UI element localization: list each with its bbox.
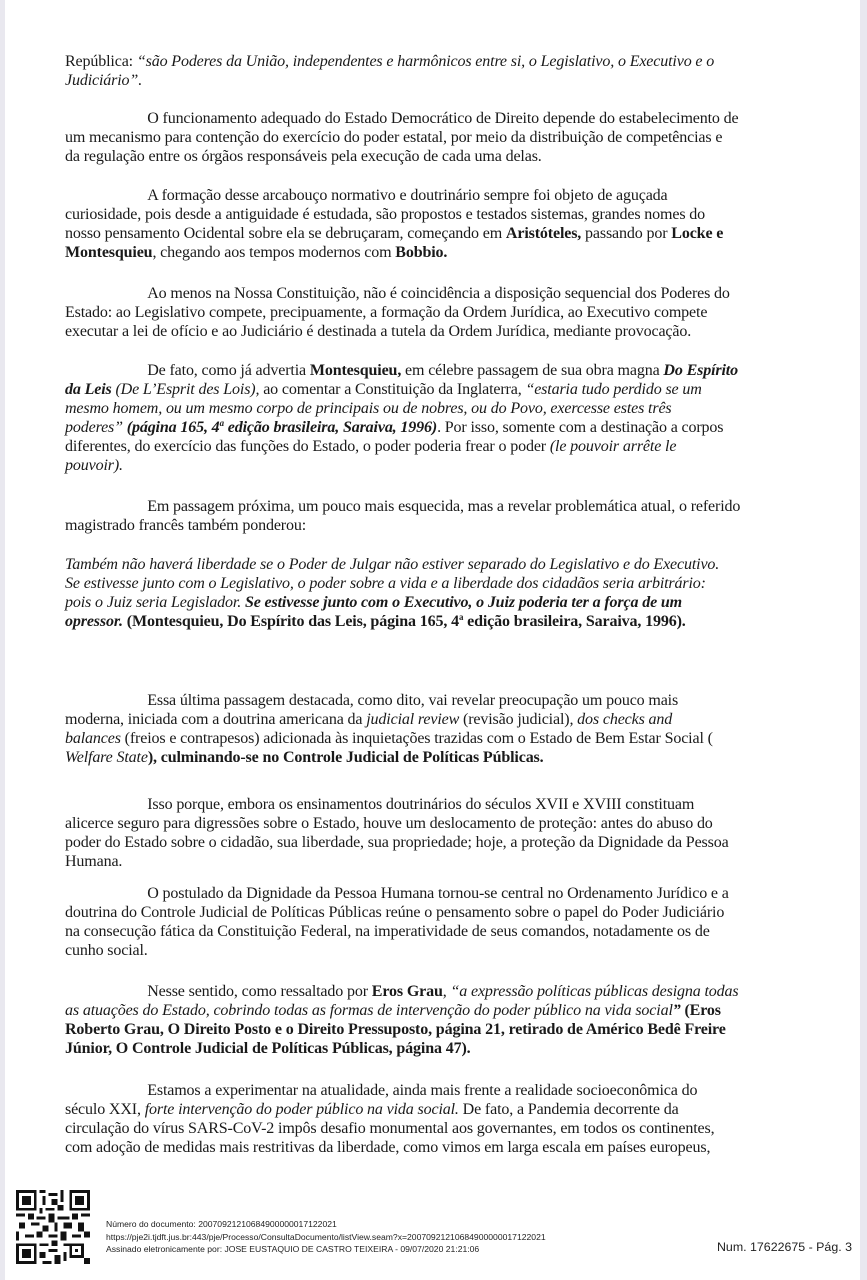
text-line [65,147,798,166]
text-run: Bobbio. [395,243,448,261]
text-run: edição brasileira, Saraiva, 1996). [463,612,686,630]
text-line [65,399,798,418]
text-line [65,456,798,475]
text-run: Nesse sentido, como ressaltado por [147,982,372,1000]
text-run: Estamos a experimentar na atualidade, ainda mais frente a realidade socioeconômica do [147,1081,698,1099]
document-number: Número do documento: 20070921210684900000017122021 [106,1219,337,1229]
text-run: A formação desse arcabouço normativo e doutrinário sempre foi objeto de aguçada [147,186,668,204]
page-edge-right [860,0,867,1280]
text-run: República: [65,52,137,70]
text-run: Júnior, O Controle Judicial de Políticas Públicas, página 47). [65,1039,471,1057]
text-run: opressor. [65,612,123,630]
text-line [65,833,798,852]
text-line [65,612,798,631]
text-line [65,941,798,960]
signature-metadata [106,1218,546,1256]
electronic-signature: Assinado eletronicamente por: JOSE EUSTAQUIO DE CASTRO TEIXEIRA - 09/07/2020 21:21:06 [106,1244,480,1255]
text-run: edição brasileira, Saraiva, 1996) [223,418,438,436]
text-line [65,361,798,380]
paragraph [65,691,805,767]
text-run: Locke e [671,224,724,242]
text-run: “são Poderes da União, independentes e harmônicos entre si, o Legislativo, o Executivo e o [136,52,715,70]
paragraph [65,497,805,535]
text-line [65,243,798,262]
text-run: , chegando aos tempos modernos com [152,243,396,261]
text-run: passando por [581,224,672,242]
text-run: (freios e contrapesos) adicionada às inquietações trazidas com o Estado de Bem Estar Social ( [120,729,713,747]
text-run: O postulado da Dignidade da Pessoa Humana tornou-se central no Ordenamento Jurídico e a [147,884,729,902]
text-run: com adoção de medidas mais restritivas da liberdade, como vimos em larga escala em países europeus, [65,1138,711,1156]
text-run: moderna, iniciada com a doutrina americana da [65,710,367,728]
text-run: (revisão judicial) [459,710,570,728]
text-line [65,205,798,224]
text-run: Se estivesse junto com o Legislativo, o poder sobre a vida e a liberdade dos cidadãos seria arbitrário: [65,574,706,592]
text-run: , [442,982,451,1000]
text-line [65,1100,798,1119]
text-run: , dos checks and [569,710,673,728]
text-run: Em passagem próxima, um pouco mais esquecida, mas a revelar problemática atual, o referido [147,497,741,515]
text-run: Roberto Grau, O Direito Posto e o Direito Pressuposto, página 21, retirado de Américo Bedê Freire [65,1020,726,1038]
superscript: a [458,612,464,622]
text-run: executar a lei de ofício e ao Judiciário é destinada a tutela da Ordem Jurídica, mediante provocação. [65,322,692,340]
text-line [65,593,798,612]
text-run: em célebre passagem de sua obra magna [401,361,664,379]
text-run: De fato, a Pandemia decorrente da [458,1100,679,1118]
text-line [65,224,798,243]
text-run: (De L’Esprit des Lois), [111,380,260,398]
text-run: O funcionamento adequado do Estado Democrático de Direito depende do estabelecimento de [147,109,739,127]
text-run: na consecução fática da Constituição Federal, na imperatividade de seus comandos, notadamente os de [65,922,710,940]
text-run: poder do Estado sobre o cidadão, sua liberdade, sua propriedade; hoje, a proteção da Dignidade da Pessoa [65,833,729,851]
text-run: Montesquieu, [309,361,402,379]
text-run: Se estivesse junto com o Executivo, o Juiz poderia ter a força de um [244,593,683,611]
paragraph [65,795,805,871]
text-run: balances [65,729,121,747]
paragraph [65,109,805,166]
page-number: Num. 17622675 - Pág. 3 [716,1240,852,1254]
text-line [65,903,798,922]
text-run: judicial review [366,710,460,728]
qr-code-icon [15,1190,91,1264]
text-run: doutrina do Controle Judicial de Políticas Públicas reúne o pensamento sobre o papel do Poder Judiciário [65,903,725,921]
text-run: pois o Juiz seria Legislador. [65,593,245,611]
text-run: Também não haverá liberdade se o Poder de Julgar não estiver separado do Legislativo e do Executivo. [65,555,720,573]
text-run: “estaria tudo perdido se um [525,380,702,398]
text-run: poderes” [65,418,123,436]
text-line [65,710,798,729]
text-line [65,982,798,1001]
paragraph [65,555,805,631]
document-url-link[interactable]: https://pje2i.tjdft.jus.br:443/pje/Processo/ConsultaDocumento/listView.seam?x=20070921210684900000017122021 [106,1231,546,1242]
text-line [65,555,798,574]
text-run: mesmo homem, ou um mesmo corpo de principais ou de nobres, ou do Povo, exercesse estes três [65,399,672,417]
text-run: Humana. [65,852,123,870]
text-line [65,303,798,322]
text-run: Essa última passagem destacada, como dito, vai revelar preocupação um pouco mais [147,691,679,709]
text-run: Judiciário”. [65,71,143,89]
text-line [65,322,798,341]
text-line [65,1138,798,1157]
text-run: forte intervenção do poder público na vida social. [144,1100,459,1118]
text-run: século XXI, [65,1100,145,1118]
text-line [65,516,798,535]
text-run: (Montesquieu, Do Espírito das Leis, página 165, 4 [122,612,459,630]
text-line [65,729,798,748]
text-line [65,748,798,767]
superscript: a [219,418,224,428]
text-line [65,884,798,903]
text-line [65,52,798,71]
text-run: Do Espírito [663,361,738,379]
text-run: Isso porque, embora os ensinamentos doutrinários do séculos XVII e XVIII constituam [147,795,695,813]
text-run: (le pouvoir arrête le [549,437,677,455]
text-run: Estado: ao Legislativo compete, precipuamente, a formação da Ordem Jurídica, ao Executivo compete [65,303,708,321]
text-run: alicerce seguro para digressões sobre o Estado, houve um deslocamento de proteção: antes do abuso do [65,814,713,832]
document-footer [0,1180,867,1280]
text-line [65,814,798,833]
text-run: De fato, como já advertia [147,361,310,379]
text-line [65,795,798,814]
paragraph [65,884,805,960]
text-line [65,186,798,205]
text-line [65,1020,798,1039]
text-line [65,1119,798,1138]
text-line [65,380,798,399]
text-run: ” [672,1001,681,1019]
text-run: da regulação entre os órgãos responsáveis pela execução de cada uma delas. [65,147,542,165]
text-run: Ao menos na Nossa Constituição, não é coincidência a disposição sequencial dos Poderes do [147,284,730,302]
text-line [65,284,798,303]
text-run: as atuações do Estado, cobrindo todas as formas de intervenção do poder público na vida social [65,1001,673,1019]
paragraph [65,361,805,475]
text-line [65,1001,798,1020]
paragraph [65,982,805,1058]
text-run: ao comentar a Constituição da Inglaterra, [259,380,526,398]
text-line [65,852,798,871]
paragraph [65,186,805,262]
text-line [65,691,798,710]
paragraph [65,52,805,90]
text-run: Montesquieu [65,243,153,261]
text-line [65,1081,798,1100]
text-run: circulação do vírus SARS-CoV-2 impôs desafio monumental aos governantes, em todos os continentes, [65,1119,715,1137]
text-run: da Leis [65,380,112,398]
text-run: “a expressão políticas públicas designa todas [450,982,739,1000]
text-line [65,128,798,147]
paragraph [65,1081,805,1157]
text-line [65,497,798,516]
text-run: cunho social. [65,941,148,959]
text-run: Welfare State [65,748,148,766]
text-run: curiosidade, pois desde a antiguidade é estudada, são propostos e testados sistemas, grandes nomes do [65,205,706,223]
text-line [65,1039,798,1058]
text-run: pouvoir). [65,456,123,474]
paragraph [65,284,805,341]
text-line [65,109,798,128]
text-run: . Por isso, somente com a destinação a corpos [437,418,724,436]
text-run: Eros Grau [371,982,443,1000]
text-run: (página 165, 4 [122,418,220,436]
text-run: diferentes, do exercício das funções do Estado, o poder poderia frear o poder [65,437,550,455]
text-run: Aristóteles, [505,224,582,242]
text-line [65,574,798,593]
text-run: nosso pensamento Ocidental sobre ela se debruçaram, começando em [65,224,506,242]
page-edge-left [0,0,5,1280]
text-run: ), culminando-se no Controle Judicial de Políticas Públicas. [147,748,544,766]
text-line [65,922,798,941]
text-line [65,437,798,456]
text-run: magistrado francês também ponderou: [65,516,307,534]
text-line [65,418,798,437]
text-run: um mecanismo para contenção do exercício do poder estatal, por meio da distribuição de competências e [65,128,723,146]
text-run: (Eros [680,1001,721,1019]
text-line [65,71,798,90]
